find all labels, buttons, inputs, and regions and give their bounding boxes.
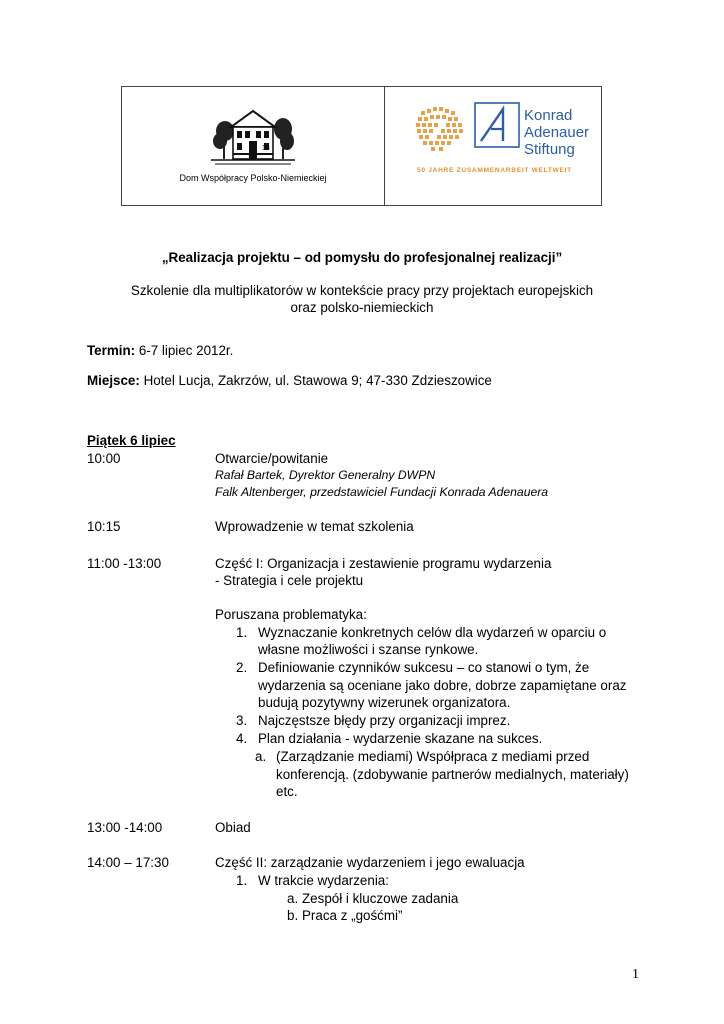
termin-label: Termin: bbox=[87, 343, 136, 358]
list-item: Wyznaczanie konkretnych celów dla wydarzeń w oparciu o bbox=[258, 625, 607, 640]
agenda-time: 14:00 – 17:30 bbox=[87, 855, 169, 870]
sublist-item: (Zarządzanie mediami) Współpraca z mediami przed bbox=[276, 749, 590, 764]
kas-name-line3: Stiftung bbox=[524, 141, 575, 158]
agenda-speaker: Falk Altenberger, przedstawiciel Fundacji Konrada Adenauera bbox=[215, 485, 549, 499]
list-number: 1. bbox=[236, 873, 248, 888]
sublist-item: Praca z „gośćmi” bbox=[302, 908, 403, 923]
list-item: Plan działania - wydarzenie skazane na sukces. bbox=[258, 731, 543, 746]
svg-text:13: 13 bbox=[262, 145, 270, 152]
day-heading: Piątek 6 lipiec bbox=[87, 433, 176, 448]
list-number: 1. bbox=[236, 625, 248, 640]
agenda-speaker: Rafał Bartek, Dyrektor Generalny DWPN bbox=[215, 468, 436, 482]
list-item: budują pozytywny wizerunek organizatora. bbox=[258, 695, 511, 710]
list-item: własne możliwości i szanse rynkowe. bbox=[258, 642, 479, 657]
document-title: „Realizacja projektu – od pomysłu do profesjonalnej realizacji” bbox=[161, 250, 563, 265]
sublist-letter: b. bbox=[287, 908, 299, 923]
subtitle-line-2: oraz polsko-niemieckich bbox=[290, 300, 434, 315]
kas-logo-cell bbox=[385, 87, 601, 205]
sublist-item: konferencją. (zdobywanie partnerów medialnych, materiały) bbox=[276, 767, 629, 782]
termin-line bbox=[87, 342, 233, 359]
sublist-letter: a. bbox=[287, 891, 299, 906]
dwpn-caption: Dom Współpracy Polsko-Niemieckiej bbox=[179, 173, 327, 183]
kas-name-line1: Konrad bbox=[524, 107, 573, 124]
kas-name bbox=[524, 107, 589, 158]
agenda-title: Wprowadzenie w temat szkolenia bbox=[215, 519, 414, 534]
list-item: Najczęstsze błędy przy organizacji imprez. bbox=[258, 713, 511, 728]
agenda-time: 13:00 -14:00 bbox=[87, 820, 163, 835]
header-logos-box bbox=[121, 86, 602, 206]
agenda-time: 10:15 bbox=[87, 519, 121, 534]
document-subtitle bbox=[0, 282, 724, 316]
kas-slogan: 50 JAHRE ZUSAMMENARBEIT WELTWEIT bbox=[417, 167, 572, 174]
topics-label: Poruszana problematyka: bbox=[215, 607, 367, 622]
agenda-title: Obiad bbox=[215, 820, 251, 835]
list-item: wydarzenia są oceniane jako dobre, dobrze zapamiętane oraz bbox=[258, 678, 627, 693]
list-item: Definiowanie czynników sukcesu – co stanowi o tym, że bbox=[258, 660, 590, 675]
agenda-subtitle: - Strategia i cele projektu bbox=[215, 573, 364, 588]
termin-value: 6-7 lipiec 2012r. bbox=[135, 343, 234, 358]
agenda-time: 10:00 bbox=[87, 451, 121, 466]
agenda-title: Otwarcie/powitanie bbox=[215, 451, 329, 466]
subtitle-line-1: Szkolenie dla multiplikatorów w kontekście pracy przy projektach europejskich bbox=[130, 283, 594, 298]
dwpn-logo-cell bbox=[122, 87, 385, 205]
miejsce-value: Hotel Lucja, Zakrzów, ul. Stawowa 9; 47-330 Zdzieszowice bbox=[139, 373, 492, 388]
agenda-title: Część II: zarządzanie wydarzeniem i jego ewaluacja bbox=[215, 855, 525, 870]
list-item: W trakcie wydarzenia: bbox=[258, 873, 389, 888]
sublist-item: Zespół i kluczowe zadania bbox=[302, 891, 459, 906]
sublist-item: etc. bbox=[276, 784, 298, 799]
agenda-title: Część I: Organizacja i zestawienie programu wydarzenia bbox=[215, 556, 552, 571]
agenda-time: 11:00 -13:00 bbox=[87, 556, 162, 571]
miejsce-label: Miejsce: bbox=[87, 373, 140, 388]
page-number: 1 bbox=[632, 967, 639, 982]
list-number: 3. bbox=[236, 713, 248, 728]
kas-name-line2: Adenauer bbox=[524, 124, 590, 141]
sublist-letter: a. bbox=[255, 749, 267, 764]
list-number: 4. bbox=[236, 731, 248, 746]
list-number: 2. bbox=[236, 660, 248, 675]
miejsce-line bbox=[87, 372, 492, 389]
dwpn-building-logo bbox=[211, 109, 295, 169]
